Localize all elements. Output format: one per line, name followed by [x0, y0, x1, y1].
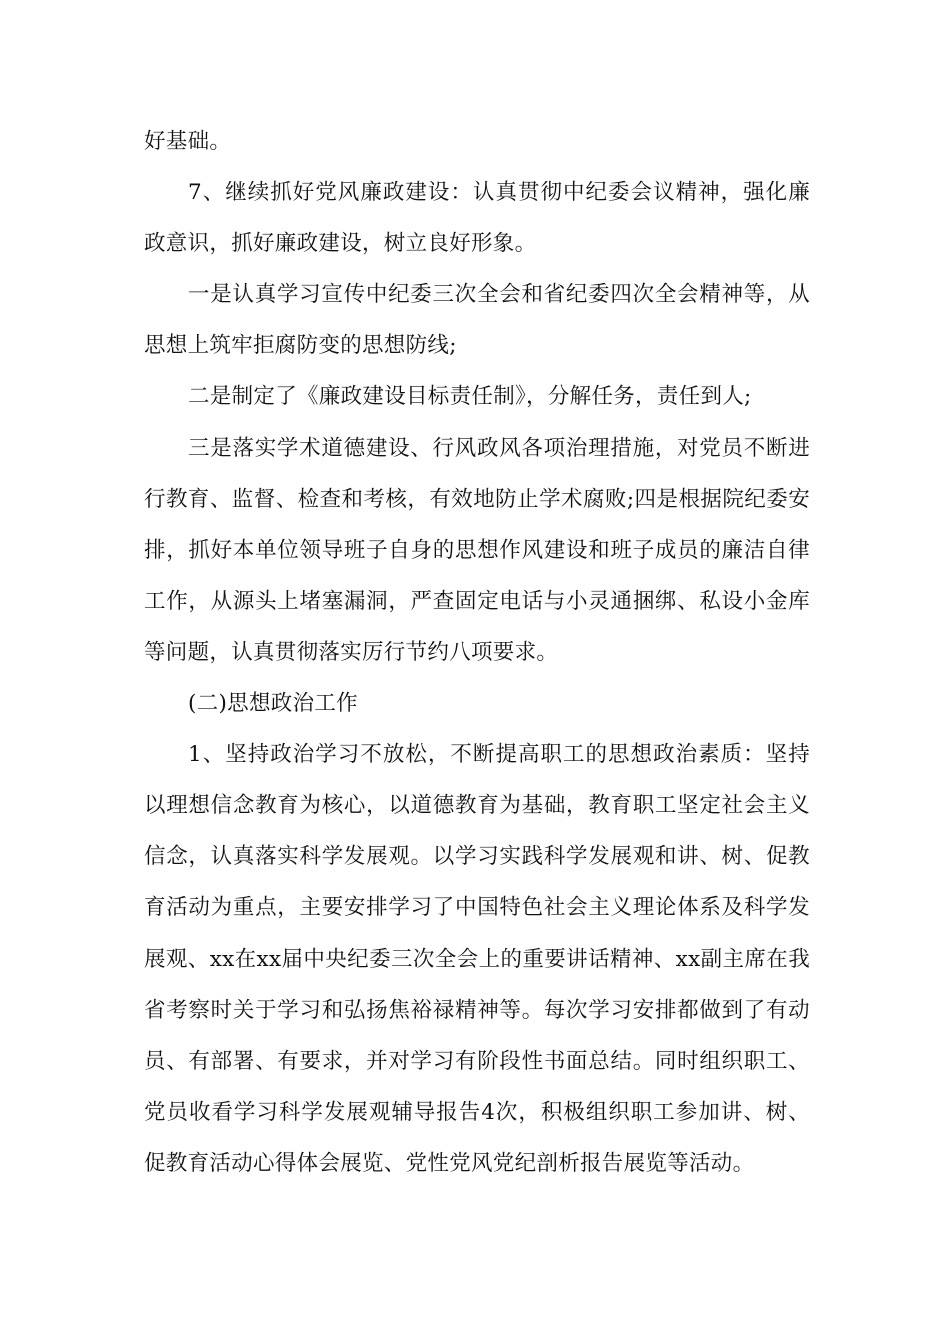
paragraph-continuation: 好基础。: [144, 129, 232, 154]
document-body: [144, 116, 810, 1189]
paragraph-point-2: 二是制定了《廉政建设目标责任制》，分解任务，责任到人;: [188, 384, 752, 410]
paragraph-item-1: 1、坚持政治学习不放松，不断提高职工的思想政治素质：坚持以理想信念教育为核心，以道德教育为基础，教育职工坚定社会主义信念，认真落实科学发展观。以学习实践科学发展观和讲、树、促教育活动为重点，主要安排学习了中国特色社会主义理论体系及科学发展观、xx在xx届中央纪委三次全会上的重要讲话精神、xx副主席在我省考察时关于学习和弘扬焦裕禄精神等。每次学习安排都做到了有动员、有部署、有要求，并对学习有阶段性书面总结。同时组织职工、党员收看学习科学发展观辅导报告4次，积极组织职工参加讲、树、促教育活动心得体会展览、党性党风党纪剖析报告展览等活动。: [144, 742, 810, 1176]
paragraph-point-1: 一是认真学习宣传中纪委三次全会和省纪委四次全会精神等，从思想上筑牢拒腐防变的思想防线;: [144, 282, 810, 359]
paragraph-item-7: 7、继续抓好党风廉政建设：认真贯彻中纪委会议精神，强化廉政意识，抓好廉政建设，树立良好形象。: [144, 180, 810, 257]
paragraph-point-3-4: 三是落实学术道德建设、行风政风各项治理措施，对党员不断进行教育、监督、检查和考核，有效地防止学术腐败;四是根据院纪委安排，抓好本单位领导班子自身的思想作风建设和班子成员的廉洁自律工作，从源头上堵塞漏洞，严查固定电话与小灵通捆绑、私设小金库等问题，认真贯彻落实厉行节约八项要求。: [144, 435, 810, 665]
section-heading: (二)思想政治工作: [188, 691, 358, 717]
